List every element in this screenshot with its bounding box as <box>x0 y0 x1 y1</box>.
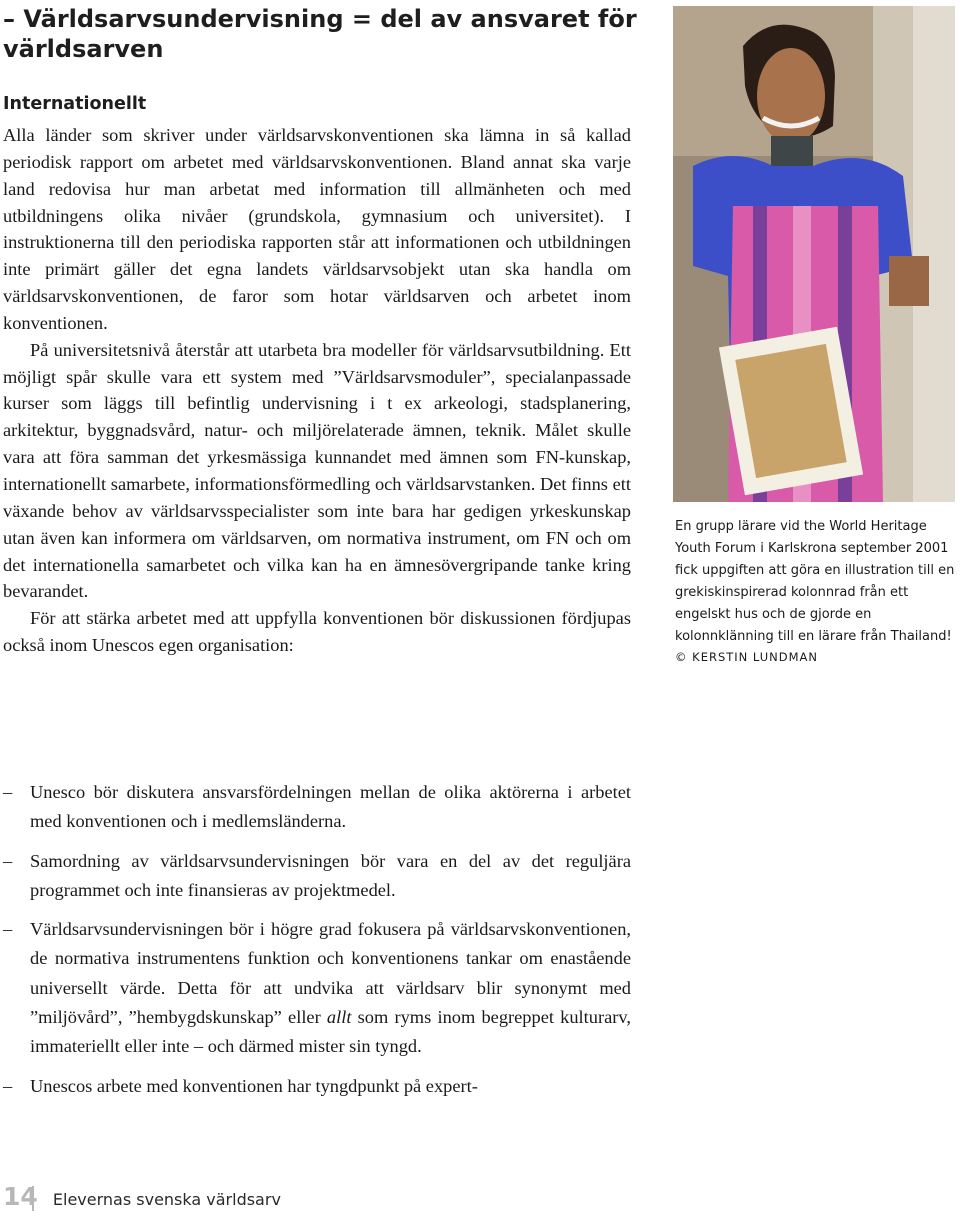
list-item-text: Unescos arbete med konventionen har tyngdpunkt på expert- <box>30 1075 478 1096</box>
list-item <box>3 1072 631 1101</box>
paragraph-2: På universitetsnivå återstår att utarbeta bra modeller för världsarvsutbildning. Ett möjligt spår skulle vara ett system med ”Världsarvsmoduler”, specialanpassade kurser som läggs till befintlig undervisning i t ex arkeologi, stadsplanering, arkitektur, byggnadsvård, natur- och miljörelaterade ämnen, teknik. Målet skulle vara att föra samman det yrkesmässiga kunnandet med ämnen som FN-kunskap, internationellt samarbete, informationsförmedling och världsarvstanken. Det finns ett växande behov av världsarvsspecialister som inte bara har gedigen yrkeskunskap utan även kan informera om världsarven, om normativa instrument, om FN och om det internationella samarbetet och vilka kan ha en ämnesövergripande tanke kring bevarandet. <box>3 339 631 602</box>
page-heading: – Världsarvsundervisning = del av ansvaret för världsarven <box>3 5 637 63</box>
caption-text: En grupp lärare vid the World Heritage Youth Forum i Karlskrona september 2001 fick uppgiften att göra en illustration till en grekiskinspirerad kolonnrad från ett engelskt hus och de gjorde en kolonnklänning till en lärare från Thailand! <box>675 519 955 644</box>
list-item <box>3 847 631 906</box>
paragraph-1: Alla länder som skriver under världsarvskonventionen ska lämna in så kallad periodisk rapport om arbetet med världsarvskonventionen. Bland annat ska varje land redovisa hur man arbetat med information till allmänheten och med utbildningens olika nivåer (grundskola, gymnasium och universitet). I instruktionerna till den periodiska rapporten står att informationen och utbildningen inte primärt gäller det egna landets världsarvsobjekt utan ska handla om världsarvskonventionen, de faror som hotar världsarven och arbetet inom konventionen. <box>3 125 631 333</box>
face-shape <box>757 48 825 144</box>
publication-title: Elevernas svenska världsarv <box>52 1190 281 1209</box>
bullet-list <box>3 778 631 1111</box>
list-item-text: som ryms inom begreppet kulturarv, immateriellt eller inte – och därmed mister sin tyngd. <box>30 1007 631 1057</box>
photo-window <box>913 6 955 502</box>
section-subheading: Internationellt <box>3 94 147 114</box>
dash-marker: – <box>3 919 13 940</box>
body-text <box>3 122 631 659</box>
page-number: 14 <box>3 1182 38 1211</box>
page-footer <box>3 1182 281 1211</box>
list-item-text: Samordning av världsarvsundervisningen bör vara en del av det reguljära programmet och inte finansieras av projektmedel. <box>30 850 631 900</box>
list-item-text: Världsarvsundervisningen bör i högre grad fokusera på världsarvskonventionen, de normativa instrumentens funktion och konventionens tankar om enastående universellt värde. Detta för att undvika att världsarv blir synonymt med ”miljövård”, ”hembygdskunskap” eller <box>30 919 631 1028</box>
photo-credit: © KERSTIN LUNDMAN <box>675 650 819 665</box>
dash-marker: – <box>3 850 13 871</box>
list-item <box>3 915 631 1061</box>
list-item-text: Unesco bör diskutera ansvarsfördelningen mellan de olika aktörerna i arbetet med konventionen och i medlemsländerna. <box>30 782 631 832</box>
dash-marker: – <box>3 782 13 802</box>
dash-marker: – <box>3 1075 13 1096</box>
teacher-photo <box>673 6 955 502</box>
photo-caption <box>675 516 955 669</box>
hand-shape <box>889 256 929 306</box>
paragraph-3: För att stärka arbetet med att uppfylla konventionen bör diskussionen fördjupas också inom Unescos egen organisation: <box>3 608 631 656</box>
list-item <box>3 778 631 837</box>
emphasis-text: allt <box>326 1007 352 1028</box>
